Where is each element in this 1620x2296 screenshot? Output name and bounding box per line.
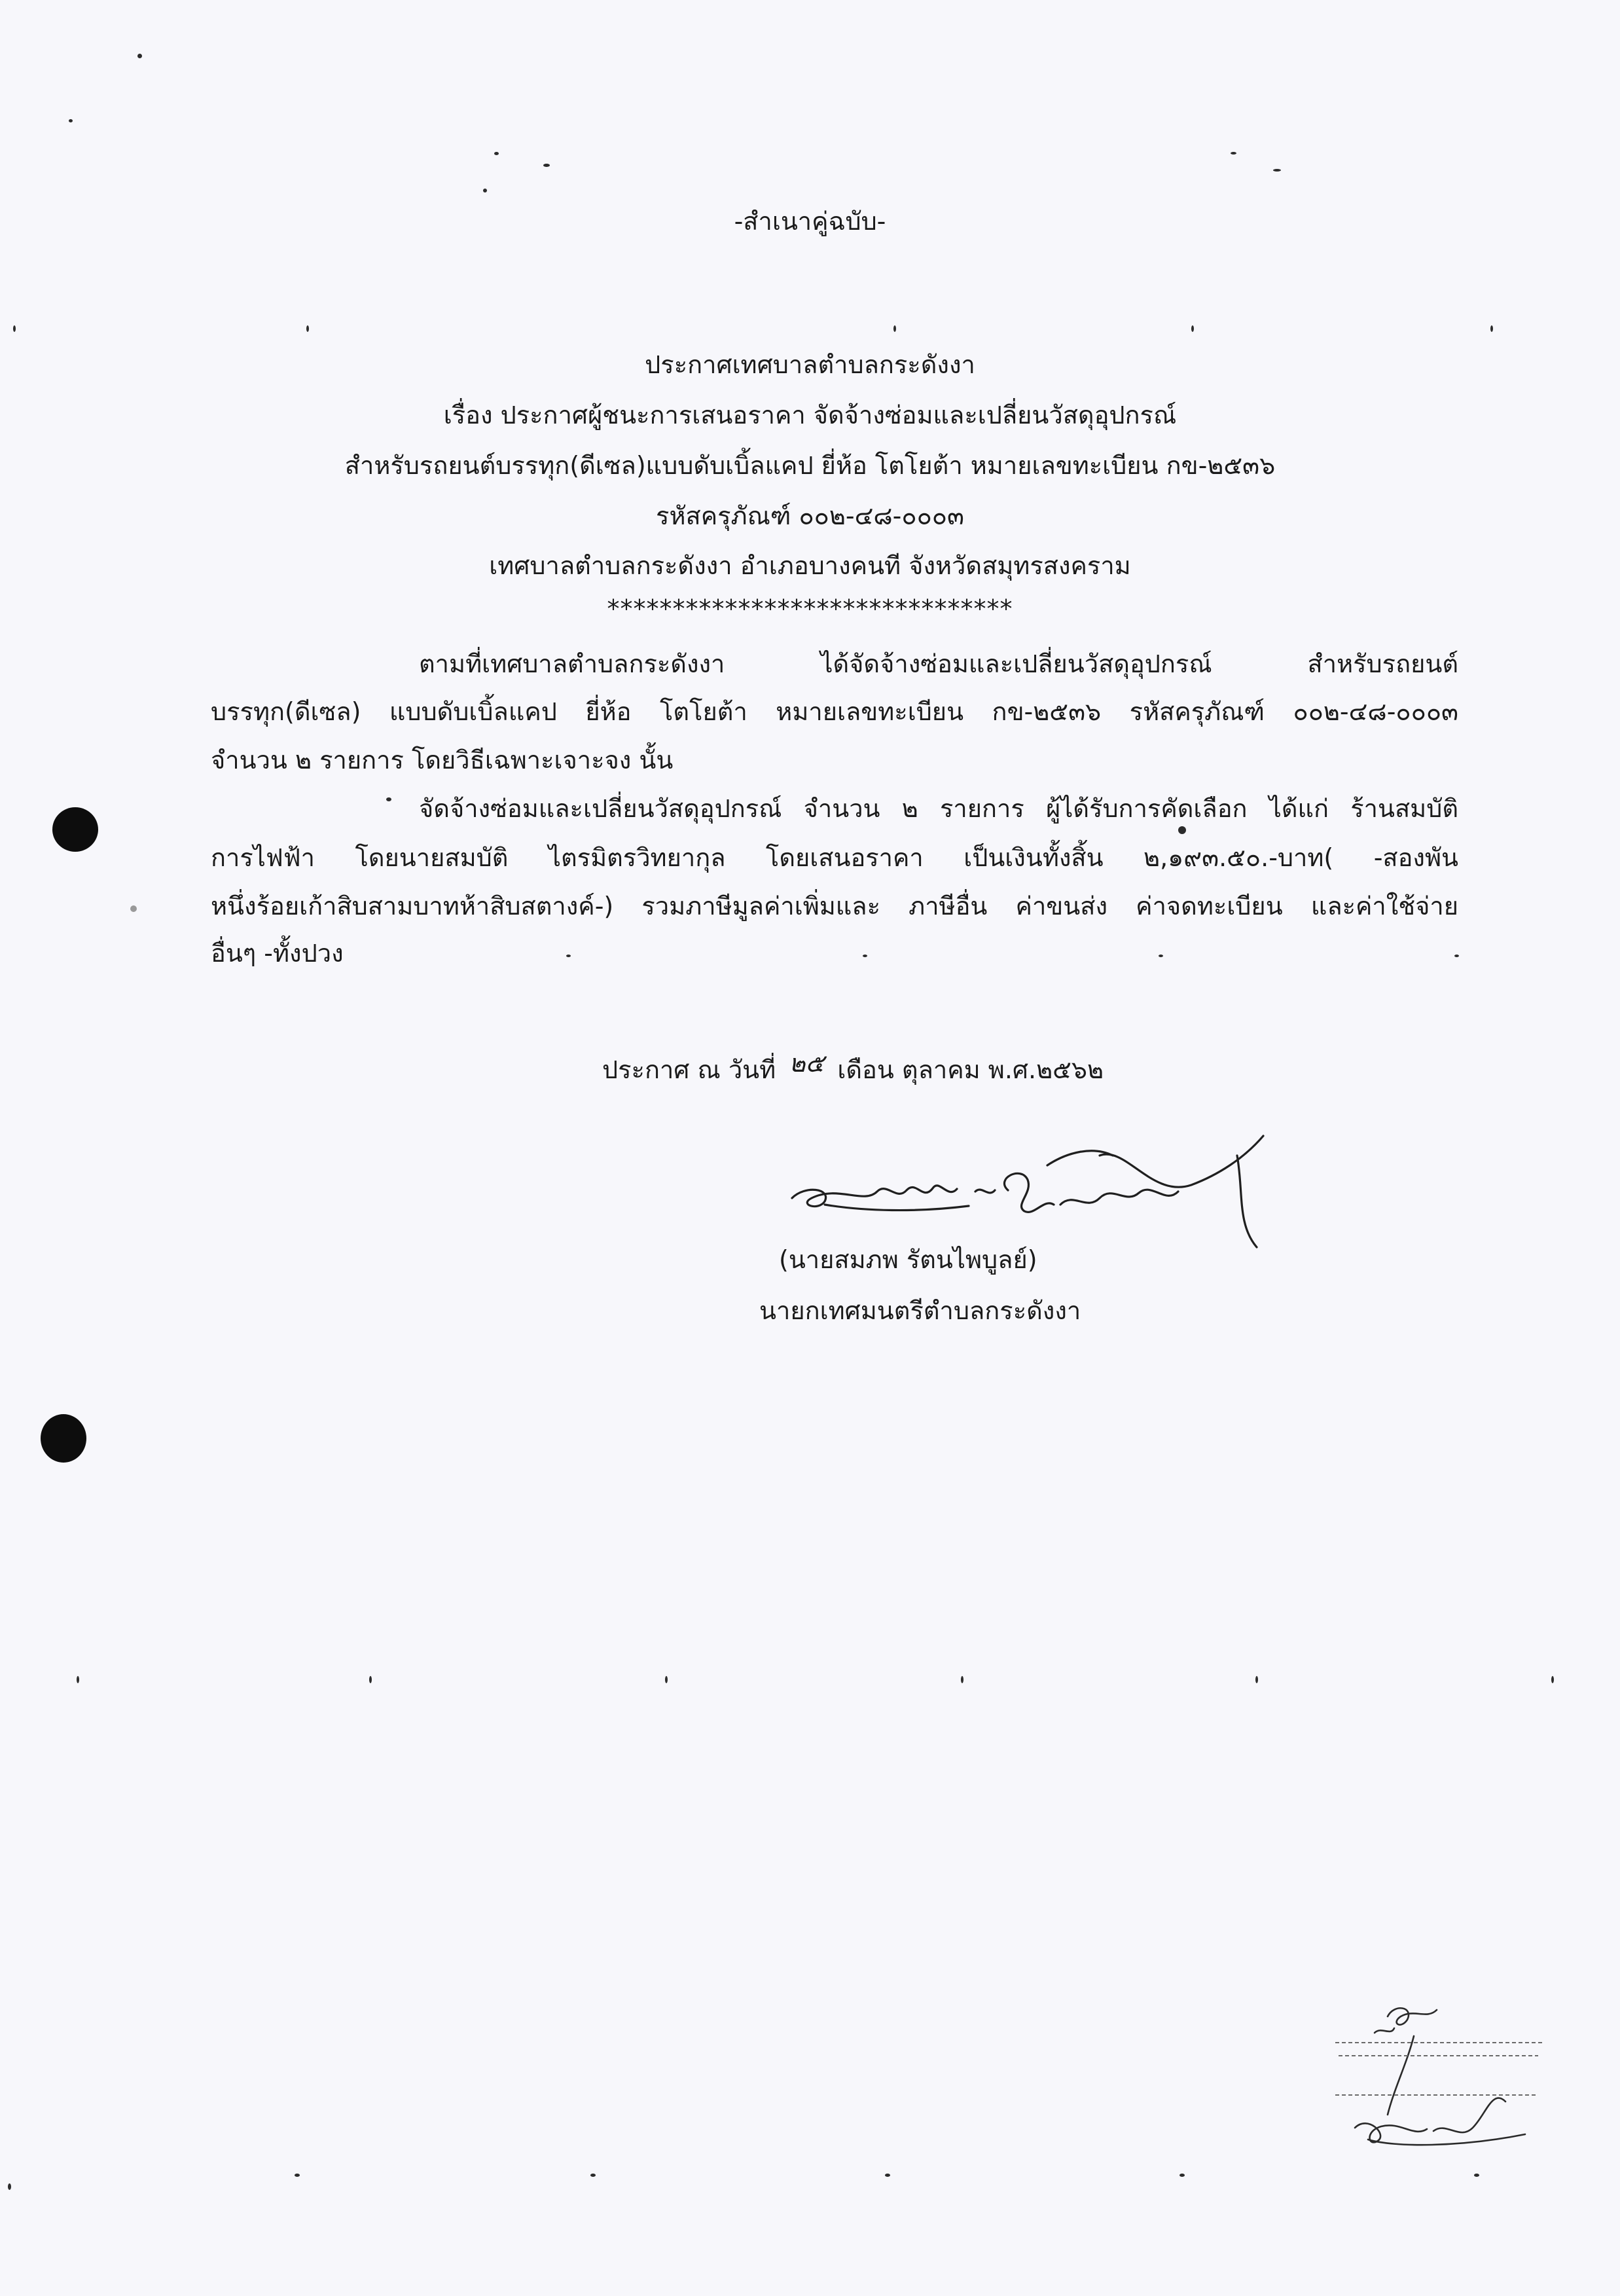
paragraph1-line3: จำนวน ๒ รายการ โดยวิธีเฉพาะเจาะจง นั้น bbox=[211, 746, 674, 774]
paragraph2-line3: หนึ่งร้อยเก้าสิบสามบาทห้าสิบสตางค์-) รวมภาษีมูลค่าเพิ่มและ ภาษีอื่น ค่าขนส่ง ค่าจดทะเบียน และค่าใช้จ่าย bbox=[211, 892, 1458, 920]
scan-tick bbox=[1490, 325, 1493, 332]
paragraph1-line2: บรรทุก(ดีเซล) แบบดับเบิ้ลแคป ยี่ห้อ โตโยต้า หมายเลขทะเบียน กข-๒๕๓๖ รหัสครุภัณฑ์ ๐๐๒-๔๘-๐๐๐๓ bbox=[211, 697, 1458, 726]
scan-speck bbox=[69, 119, 73, 122]
scan-tick bbox=[863, 955, 867, 957]
scan-speck bbox=[1178, 826, 1186, 834]
scan-speck bbox=[1273, 169, 1281, 172]
scan-tick bbox=[1159, 955, 1163, 957]
scan-speck bbox=[130, 905, 137, 912]
paragraph2-line1: จัดจ้างซ่อมและเปลี่ยนวัสดุอุปกรณ์ จำนวน ๒ รายการ ผู้ได้รับการคัดเลือก ได้แก่ ร้านสมบัติ bbox=[419, 794, 1458, 823]
municipality-line: เทศบาลตำบลกระดังงา อำเภอบางคนที จังหวัดสมุทรสงคราม bbox=[489, 551, 1131, 580]
subject-line: เรื่อง ประกาศผู้ชนะการเสนอราคา จัดจ้างซ่อมและเปลี่ยนวัสดุอุปกรณ์ bbox=[443, 401, 1177, 429]
paragraph1-line1: ตามที่เทศบาลตำบลกระดังงา ได้จัดจ้างซ่อมและเปลี่ยนวัสดุอุปกรณ์ สำหรับรถยนต์ bbox=[419, 649, 1458, 678]
signatory-position: นายกเทศมนตรีตำบลกระดังงา bbox=[759, 1296, 1081, 1325]
scan-tick bbox=[566, 955, 571, 957]
signature-mark bbox=[785, 1106, 1342, 1264]
scan-tick bbox=[1191, 325, 1194, 332]
ink-blot-upper bbox=[52, 807, 98, 852]
signatory-name: (นายสมภพ รัตนไพบูลย์) bbox=[779, 1245, 1037, 1274]
scan-speck bbox=[137, 54, 142, 58]
scan-tick bbox=[1474, 2174, 1479, 2177]
scan-tick bbox=[369, 1676, 372, 1683]
announcement-title: ประกาศเทศบาลตำบลกระดังงา bbox=[645, 350, 975, 379]
scan-speck bbox=[386, 797, 391, 801]
vehicle-line: สำหรับรถยนต์บรรทุก(ดีเซล)แบบดับเบิ้ลแคป ยี่ห้อ โตโยต้า หมายเลขทะเบียน กข-๒๕๓๖ bbox=[344, 451, 1276, 480]
date-prefix: ประกาศ ณ วันที่ bbox=[602, 1055, 776, 1084]
scan-tick bbox=[13, 325, 16, 332]
scan-tick bbox=[590, 2174, 596, 2177]
scan-tick bbox=[306, 325, 309, 332]
announcement-date bbox=[602, 1049, 1104, 1085]
scan-tick bbox=[1454, 955, 1459, 957]
scan-tick bbox=[1255, 1676, 1258, 1683]
scan-tick bbox=[961, 1676, 963, 1683]
header-divider: ******************************* bbox=[607, 594, 1013, 623]
certification-initials bbox=[1329, 1990, 1577, 2160]
copy-mark: -สำเนาคู่ฉบับ- bbox=[734, 207, 886, 236]
scan-tick bbox=[893, 325, 896, 332]
date-day-handwritten: ๒๕ bbox=[789, 1049, 825, 1078]
scan-tick bbox=[77, 1676, 79, 1683]
scan-speck bbox=[494, 152, 499, 155]
scan-tick bbox=[8, 2183, 11, 2190]
scan-tick bbox=[295, 2174, 300, 2177]
scan-speck bbox=[543, 164, 550, 167]
scan-speck bbox=[483, 189, 487, 192]
paragraph2-line4: อื่นๆ -ทั้งปวง bbox=[211, 939, 344, 968]
scan-tick bbox=[1179, 2174, 1185, 2177]
scan-speck bbox=[1231, 152, 1236, 155]
date-suffix: เดือน ตุลาคม พ.ศ.๒๕๖๒ bbox=[837, 1055, 1104, 1084]
scan-tick bbox=[665, 1676, 668, 1683]
scan-tick bbox=[1551, 1676, 1554, 1683]
paragraph2-line2: การไฟฟ้า โดยนายสมบัติ ไตรมิตรวิทยากุล โดยเสนอราคา เป็นเงินทั้งสิ้น ๒,๑๙๓.๕๐.-บาท( -สองพัน bbox=[211, 843, 1458, 872]
ink-blot-lower bbox=[41, 1414, 86, 1463]
scan-tick bbox=[885, 2174, 890, 2177]
asset-code-line: รหัสครุภัณฑ์ ๐๐๒-๔๘-๐๐๐๓ bbox=[656, 501, 964, 530]
